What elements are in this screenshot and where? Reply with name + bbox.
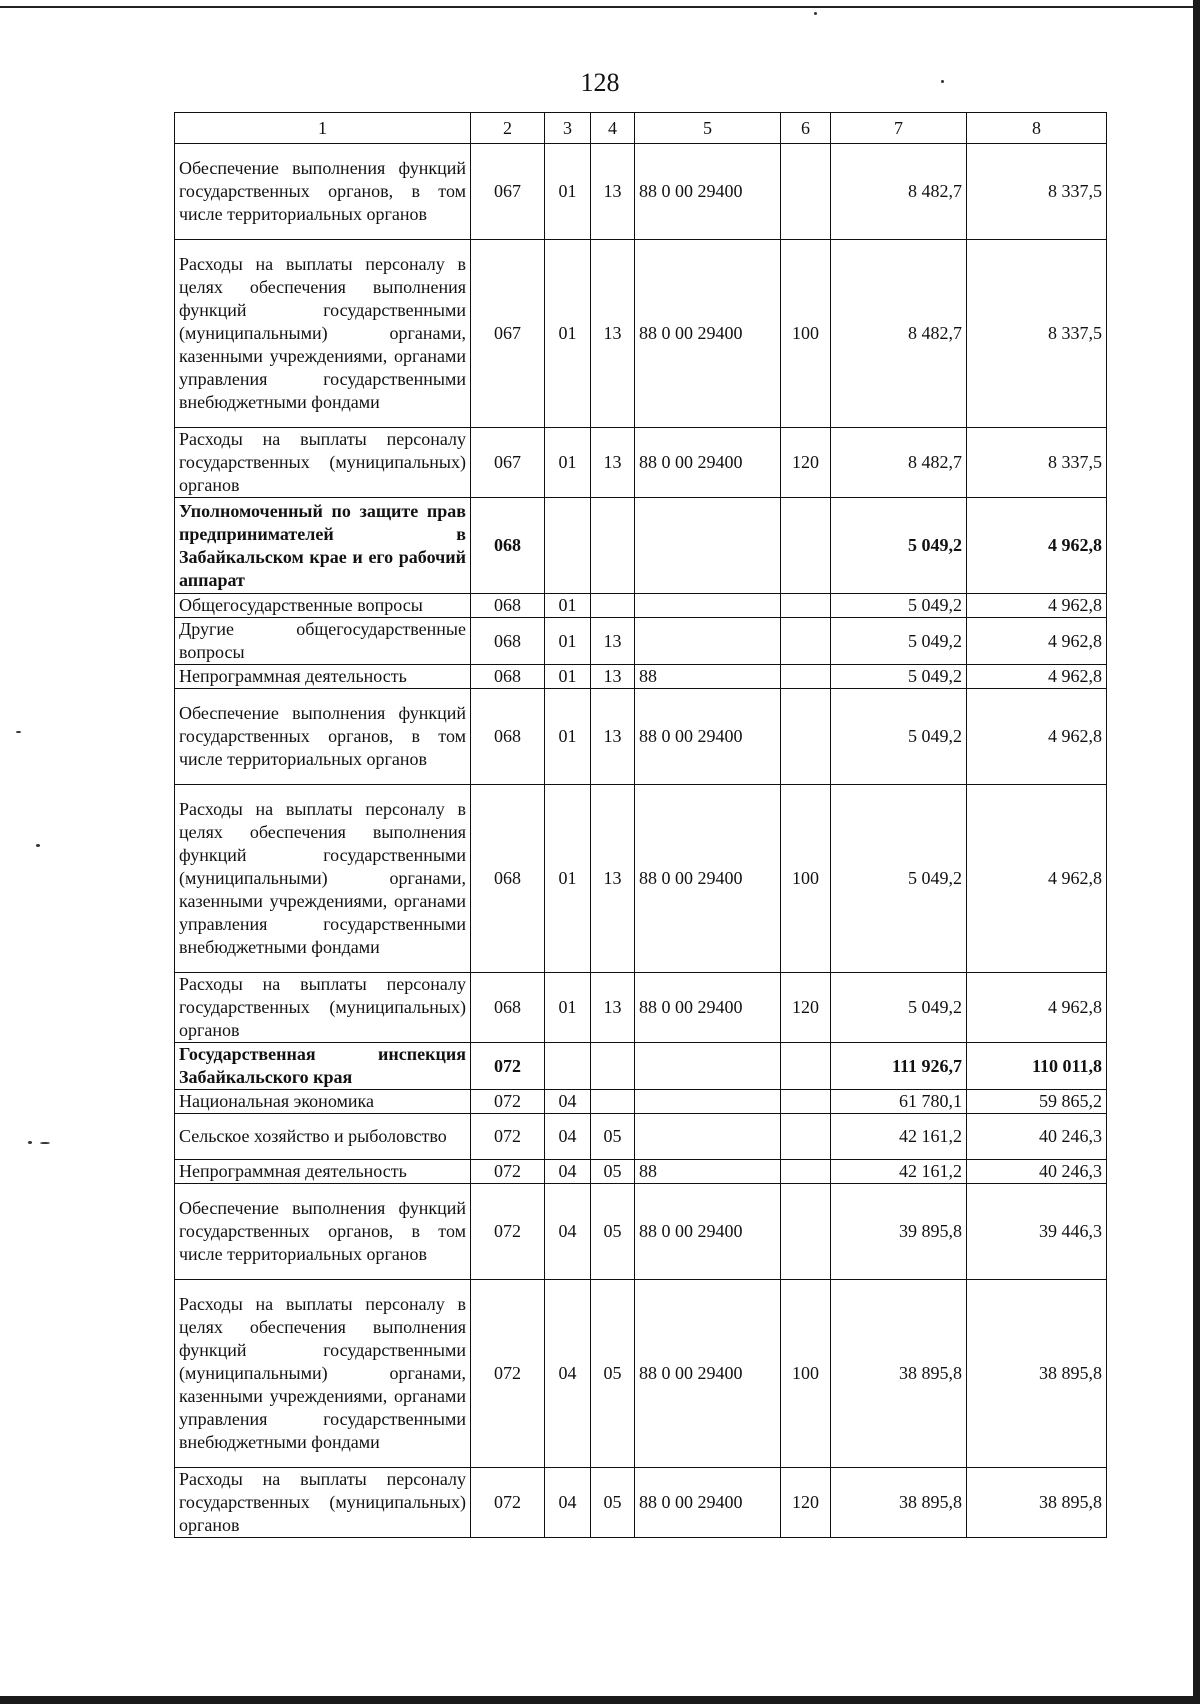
- rz-code-cell: 04: [545, 1114, 591, 1160]
- scan-speck: [814, 12, 817, 15]
- gr-code-cell: 068: [471, 665, 545, 689]
- amount-cell-col7: 42 161,2: [831, 1160, 967, 1184]
- amount-cell-col8: 40 246,3: [967, 1160, 1107, 1184]
- pr-code-cell: 13: [591, 689, 635, 785]
- header-cell: 7: [831, 113, 967, 144]
- amount-cell-col7: 5 049,2: [831, 973, 967, 1043]
- amount-cell-col7: 61 780,1: [831, 1090, 967, 1114]
- pr-code-cell: [591, 594, 635, 618]
- amount-cell-col7: 5 049,2: [831, 498, 967, 594]
- amount-cell-col8: 4 962,8: [967, 785, 1107, 973]
- pr-code-cell: 13: [591, 785, 635, 973]
- rz-code-cell: 01: [545, 689, 591, 785]
- table-row: [175, 428, 1107, 498]
- vr-code-cell: [781, 1090, 831, 1114]
- rz-code-cell: 04: [545, 1468, 591, 1538]
- table-row: [175, 689, 1107, 785]
- csr-code-cell: 88 0 00 29400: [635, 785, 781, 973]
- gr-code-cell: 072: [471, 1043, 545, 1090]
- row-name-cell: Непрограммная деятельность: [175, 665, 471, 689]
- amount-cell-col8: 38 895,8: [967, 1468, 1107, 1538]
- row-name-cell: Расходы на выплаты персоналу государственных (муниципальных) органов: [175, 1468, 471, 1538]
- gr-code-cell: 068: [471, 785, 545, 973]
- vr-code-cell: 120: [781, 1468, 831, 1538]
- amount-cell-col7: 39 895,8: [831, 1184, 967, 1280]
- amount-cell-col7: 5 049,2: [831, 689, 967, 785]
- gr-code-cell: 067: [471, 240, 545, 428]
- rz-code-cell: 04: [545, 1280, 591, 1468]
- csr-code-cell: [635, 618, 781, 665]
- gr-code-cell: 068: [471, 618, 545, 665]
- row-name-cell: Другие общегосударственные вопросы: [175, 618, 471, 665]
- table-row: [175, 240, 1107, 428]
- rz-code-cell: 01: [545, 665, 591, 689]
- pr-code-cell: 05: [591, 1184, 635, 1280]
- rz-code-cell: 01: [545, 594, 591, 618]
- amount-cell-col8: 4 962,8: [967, 665, 1107, 689]
- vr-code-cell: 100: [781, 1280, 831, 1468]
- csr-code-cell: 88 0 00 29400: [635, 1468, 781, 1538]
- amount-cell-col8: 4 962,8: [967, 618, 1107, 665]
- header-cell: 5: [635, 113, 781, 144]
- pr-code-cell: 05: [591, 1114, 635, 1160]
- table-row: [175, 1160, 1107, 1184]
- amount-cell-col8: 8 337,5: [967, 428, 1107, 498]
- amount-cell-col7: 8 482,7: [831, 144, 967, 240]
- pr-code-cell: 13: [591, 144, 635, 240]
- vr-code-cell: [781, 144, 831, 240]
- table-row: [175, 665, 1107, 689]
- vr-code-cell: [781, 1114, 831, 1160]
- table-row: [175, 1114, 1107, 1160]
- row-name-cell: Уполномоченный по защите прав предпринимателей в Забайкальском крае и его рабочий аппарат: [175, 498, 471, 594]
- vr-code-cell: [781, 1160, 831, 1184]
- amount-cell-col8: 4 962,8: [967, 973, 1107, 1043]
- scan-speck: [36, 844, 40, 847]
- amount-cell-col7: 8 482,7: [831, 428, 967, 498]
- amount-cell-col7: 5 049,2: [831, 785, 967, 973]
- vr-code-cell: 120: [781, 428, 831, 498]
- header-cell: 1: [175, 113, 471, 144]
- amount-cell-col8: 4 962,8: [967, 498, 1107, 594]
- rz-code-cell: 01: [545, 144, 591, 240]
- vr-code-cell: [781, 1043, 831, 1090]
- csr-code-cell: 88 0 00 29400: [635, 689, 781, 785]
- table-row: [175, 1043, 1107, 1090]
- amount-cell-col8: 40 246,3: [967, 1114, 1107, 1160]
- gr-code-cell: 068: [471, 973, 545, 1043]
- gr-code-cell: 072: [471, 1114, 545, 1160]
- pr-code-cell: 13: [591, 240, 635, 428]
- csr-code-cell: 88 0 00 29400: [635, 973, 781, 1043]
- table-row: [175, 618, 1107, 665]
- row-name-cell: Расходы на выплаты персоналу государственных (муниципальных) органов: [175, 973, 471, 1043]
- amount-cell-col8: 4 962,8: [967, 689, 1107, 785]
- row-name-cell: Обеспечение выполнения функций государственных органов, в том числе территориальных органов: [175, 689, 471, 785]
- rz-code-cell: 01: [545, 973, 591, 1043]
- table-row: [175, 1184, 1107, 1280]
- csr-code-cell: 88 0 00 29400: [635, 144, 781, 240]
- csr-code-cell: [635, 1090, 781, 1114]
- rz-code-cell: 01: [545, 618, 591, 665]
- pr-code-cell: 05: [591, 1160, 635, 1184]
- pr-code-cell: [591, 1090, 635, 1114]
- csr-code-cell: [635, 498, 781, 594]
- amount-cell-col8: 8 337,5: [967, 144, 1107, 240]
- table-body: [175, 144, 1107, 1538]
- vr-code-cell: 100: [781, 240, 831, 428]
- vr-code-cell: [781, 594, 831, 618]
- pr-code-cell: 13: [591, 618, 635, 665]
- gr-code-cell: 072: [471, 1090, 545, 1114]
- row-name-cell: Национальная экономика: [175, 1090, 471, 1114]
- csr-code-cell: 88: [635, 1160, 781, 1184]
- row-name-cell: Расходы на выплаты персоналу в целях обеспечения выполнения функций государственными (муниципальными) органами, казенными учреждениями, органами управления государственными внебюджетными фондами: [175, 240, 471, 428]
- amount-cell-col8: 59 865,2: [967, 1090, 1107, 1114]
- rz-code-cell: [545, 1043, 591, 1090]
- scan-top-rule: [0, 6, 1200, 8]
- vr-code-cell: 100: [781, 785, 831, 973]
- amount-cell-col7: 8 482,7: [831, 240, 967, 428]
- pr-code-cell: [591, 1043, 635, 1090]
- vr-code-cell: 120: [781, 973, 831, 1043]
- amount-cell-col7: 5 049,2: [831, 665, 967, 689]
- csr-code-cell: 88 0 00 29400: [635, 240, 781, 428]
- csr-code-cell: [635, 1043, 781, 1090]
- amount-cell-col8: 38 895,8: [967, 1280, 1107, 1468]
- table-row: [175, 973, 1107, 1043]
- rz-code-cell: 01: [545, 785, 591, 973]
- amount-cell-col7: 38 895,8: [831, 1468, 967, 1538]
- table-row: [175, 594, 1107, 618]
- row-name-cell: Расходы на выплаты персоналу в целях обеспечения выполнения функций государственными (муниципальными) органами, казенными учреждениями, органами управления государственными внебюджетными фондами: [175, 1280, 471, 1468]
- csr-code-cell: 88: [635, 665, 781, 689]
- scan-speck: [16, 731, 21, 733]
- amount-cell-col8: 4 962,8: [967, 594, 1107, 618]
- amount-cell-col8: 8 337,5: [967, 240, 1107, 428]
- gr-code-cell: 072: [471, 1468, 545, 1538]
- rz-code-cell: 01: [545, 428, 591, 498]
- vr-code-cell: [781, 498, 831, 594]
- budget-table: [174, 112, 1107, 1538]
- amount-cell-col7: 111 926,7: [831, 1043, 967, 1090]
- gr-code-cell: 072: [471, 1184, 545, 1280]
- scan-right-edge: [1193, 0, 1200, 1704]
- rz-code-cell: 01: [545, 240, 591, 428]
- table-row: [175, 1468, 1107, 1538]
- page-number: 128: [580, 68, 620, 97]
- amount-cell-col7: 5 049,2: [831, 618, 967, 665]
- scan-speck: [40, 1142, 50, 1144]
- csr-code-cell: [635, 594, 781, 618]
- row-name-cell: Расходы на выплаты персоналу государственных (муниципальных) органов: [175, 428, 471, 498]
- csr-code-cell: 88 0 00 29400: [635, 1184, 781, 1280]
- row-name-cell: Сельское хозяйство и рыболовство: [175, 1114, 471, 1160]
- pr-code-cell: [591, 498, 635, 594]
- amount-cell-col7: 42 161,2: [831, 1114, 967, 1160]
- vr-code-cell: [781, 1184, 831, 1280]
- gr-code-cell: 067: [471, 144, 545, 240]
- vr-code-cell: [781, 618, 831, 665]
- gr-code-cell: 067: [471, 428, 545, 498]
- rz-code-cell: 04: [545, 1184, 591, 1280]
- row-name-cell: Обеспечение выполнения функций государственных органов, в том числе территориальных органов: [175, 1184, 471, 1280]
- gr-code-cell: 068: [471, 594, 545, 618]
- gr-code-cell: 072: [471, 1160, 545, 1184]
- header-cell: 8: [967, 113, 1107, 144]
- table-row: [175, 144, 1107, 240]
- amount-cell-col7: 5 049,2: [831, 594, 967, 618]
- pr-code-cell: 13: [591, 665, 635, 689]
- pr-code-cell: 05: [591, 1468, 635, 1538]
- amount-cell-col8: 39 446,3: [967, 1184, 1107, 1280]
- amount-cell-col7: 38 895,8: [831, 1280, 967, 1468]
- row-name-cell: Государственная инспекция Забайкальского края: [175, 1043, 471, 1090]
- gr-code-cell: 068: [471, 498, 545, 594]
- table-row: [175, 1090, 1107, 1114]
- row-name-cell: Обеспечение выполнения функций государственных органов, в том числе территориальных органов: [175, 144, 471, 240]
- scan-bottom-edge: [0, 1696, 1200, 1704]
- row-name-cell: Непрограммная деятельность: [175, 1160, 471, 1184]
- csr-code-cell: 88 0 00 29400: [635, 428, 781, 498]
- table-row: [175, 1280, 1107, 1468]
- pr-code-cell: 05: [591, 1280, 635, 1468]
- row-name-cell: Расходы на выплаты персоналу в целях обеспечения выполнения функций государственными (муниципальными) органами, казенными учреждениями, органами управления государственными внебюджетными фондами: [175, 785, 471, 973]
- vr-code-cell: [781, 665, 831, 689]
- gr-code-cell: 072: [471, 1280, 545, 1468]
- header-cell: 2: [471, 113, 545, 144]
- table-row: [175, 785, 1107, 973]
- header-cell: 6: [781, 113, 831, 144]
- rz-code-cell: [545, 498, 591, 594]
- vr-code-cell: [781, 689, 831, 785]
- rz-code-cell: 04: [545, 1160, 591, 1184]
- row-name-cell: Общегосударственные вопросы: [175, 594, 471, 618]
- gr-code-cell: 068: [471, 689, 545, 785]
- csr-code-cell: 88 0 00 29400: [635, 1280, 781, 1468]
- pr-code-cell: 13: [591, 973, 635, 1043]
- csr-code-cell: [635, 1114, 781, 1160]
- pr-code-cell: 13: [591, 428, 635, 498]
- amount-cell-col8: 110 011,8: [967, 1043, 1107, 1090]
- table-row: [175, 498, 1107, 594]
- scan-speck: [28, 1141, 32, 1144]
- rz-code-cell: 04: [545, 1090, 591, 1114]
- header-cell: 3: [545, 113, 591, 144]
- table-header-row: [175, 113, 1107, 144]
- header-cell: 4: [591, 113, 635, 144]
